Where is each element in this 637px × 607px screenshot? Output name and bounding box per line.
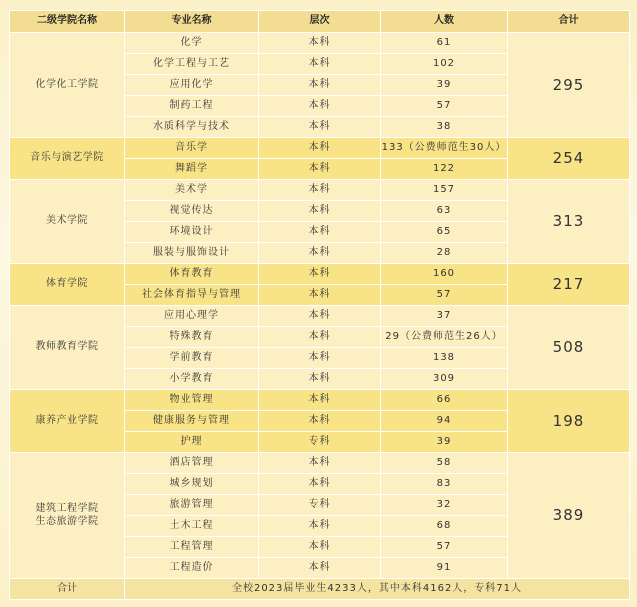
student-count: 61: [381, 33, 508, 54]
table-body: [10, 33, 630, 579]
degree-level: 专科: [259, 495, 381, 516]
major-name: 护理: [125, 432, 259, 453]
summary-label: 合计: [10, 579, 125, 600]
major-name: 制药工程: [125, 96, 259, 117]
degree-level: 本科: [259, 285, 381, 306]
degree-level: 本科: [259, 306, 381, 327]
major-name: 视觉传达: [125, 201, 259, 222]
student-count: 309: [381, 369, 508, 390]
summary-row: [10, 579, 630, 600]
college-name-line: 美术学院: [46, 215, 88, 227]
college-total: 389: [508, 453, 630, 579]
student-count: 38: [381, 117, 508, 138]
student-count: 91: [381, 558, 508, 579]
degree-level: 本科: [259, 537, 381, 558]
degree-level: 本科: [259, 159, 381, 180]
college-name-line: 康养产业学院: [35, 414, 99, 426]
major-name: 特殊教育: [125, 327, 259, 348]
header-level: 层次: [259, 11, 381, 33]
college-total: 198: [508, 390, 630, 453]
college-total: 508: [508, 306, 630, 390]
degree-level: 本科: [259, 390, 381, 411]
student-count: 160: [381, 264, 508, 285]
table-row: [10, 390, 630, 411]
degree-level: 本科: [259, 180, 381, 201]
graduates-table: [9, 10, 630, 600]
degree-level: 本科: [259, 453, 381, 474]
college-name-line: 建筑工程学院: [35, 503, 99, 514]
major-name: 水质科学与技术: [125, 117, 259, 138]
college-name: [10, 453, 125, 579]
major-name: 化学: [125, 33, 259, 54]
student-count: 122: [381, 159, 508, 180]
major-name: 土木工程: [125, 516, 259, 537]
major-name: 城乡规划: [125, 474, 259, 495]
degree-level: 本科: [259, 474, 381, 495]
degree-level: 本科: [259, 264, 381, 285]
major-name: 美术学: [125, 180, 259, 201]
student-count: 102: [381, 54, 508, 75]
student-count: 29（公费师范生26人）: [381, 327, 508, 348]
major-name: 物业管理: [125, 390, 259, 411]
table-row: [10, 138, 630, 159]
major-name: 环境设计: [125, 222, 259, 243]
college-name: [10, 180, 125, 264]
student-count: 157: [381, 180, 508, 201]
header-total: 合计: [508, 11, 630, 33]
header-row: [10, 11, 630, 33]
college-name: [10, 33, 125, 138]
summary-text: 全校2023届毕业生4233人，其中本科4162人，专科71人: [125, 579, 630, 600]
major-name: 酒店管理: [125, 453, 259, 474]
student-count: 39: [381, 432, 508, 453]
degree-level: 本科: [259, 327, 381, 348]
student-count: 58: [381, 453, 508, 474]
table-row: [10, 180, 630, 201]
major-name: 工程造价: [125, 558, 259, 579]
major-name: 体育教育: [125, 264, 259, 285]
student-count: 94: [381, 411, 508, 432]
degree-level: 本科: [259, 117, 381, 138]
college-name-line: 教师教育学院: [35, 341, 99, 353]
student-count: 39: [381, 75, 508, 96]
degree-level: 本科: [259, 411, 381, 432]
student-count: 32: [381, 495, 508, 516]
degree-level: 本科: [259, 222, 381, 243]
student-count: 83: [381, 474, 508, 495]
college-name-line: 体育学院: [46, 278, 88, 290]
college-total: 254: [508, 138, 630, 180]
degree-level: 本科: [259, 348, 381, 369]
college-name: [10, 138, 125, 180]
degree-level: 本科: [259, 54, 381, 75]
college-name: [10, 390, 125, 453]
major-name: 应用化学: [125, 75, 259, 96]
student-count: 68: [381, 516, 508, 537]
major-name: 应用心理学: [125, 306, 259, 327]
college-name: [10, 306, 125, 390]
student-count: 66: [381, 390, 508, 411]
table-row: [10, 33, 630, 54]
degree-level: 本科: [259, 75, 381, 96]
degree-level: 专科: [259, 432, 381, 453]
degree-level: 本科: [259, 243, 381, 264]
college-name-line: 化学化工学院: [35, 78, 99, 90]
header-major: 专业名称: [125, 11, 259, 33]
degree-level: 本科: [259, 201, 381, 222]
major-name: 学前教育: [125, 348, 259, 369]
major-name: 小学教育: [125, 369, 259, 390]
major-name: 音乐学: [125, 138, 259, 159]
header-count: 人数: [381, 11, 508, 33]
major-name: 社会体育指导与管理: [125, 285, 259, 306]
degree-level: 本科: [259, 516, 381, 537]
student-count: 65: [381, 222, 508, 243]
college-name-line: 音乐与演艺学院: [30, 152, 104, 164]
degree-level: 本科: [259, 96, 381, 117]
major-name: 健康服务与管理: [125, 411, 259, 432]
degree-level: 本科: [259, 369, 381, 390]
college-name: [10, 264, 125, 306]
student-count: 133（公费师范生30人）: [381, 138, 508, 159]
degree-level: 本科: [259, 558, 381, 579]
student-count: 63: [381, 201, 508, 222]
major-name: 旅游管理: [125, 495, 259, 516]
student-count: 138: [381, 348, 508, 369]
college-total: 295: [508, 33, 630, 138]
table-row: [10, 264, 630, 285]
student-count: 57: [381, 537, 508, 558]
student-count: 28: [381, 243, 508, 264]
table-row: [10, 306, 630, 327]
table-row: [10, 453, 630, 474]
student-count: 37: [381, 306, 508, 327]
college-name-line: 生态旅游学院: [35, 515, 99, 527]
student-count: 57: [381, 96, 508, 117]
major-name: 工程管理: [125, 537, 259, 558]
major-name: 化学工程与工艺: [125, 54, 259, 75]
college-total: 217: [508, 264, 630, 306]
major-name: 舞蹈学: [125, 159, 259, 180]
degree-level: 本科: [259, 33, 381, 54]
college-total: 313: [508, 180, 630, 264]
student-count: 57: [381, 285, 508, 306]
major-name: 服装与服饰设计: [125, 243, 259, 264]
header-college: 二级学院名称: [10, 11, 125, 33]
degree-level: 本科: [259, 138, 381, 159]
